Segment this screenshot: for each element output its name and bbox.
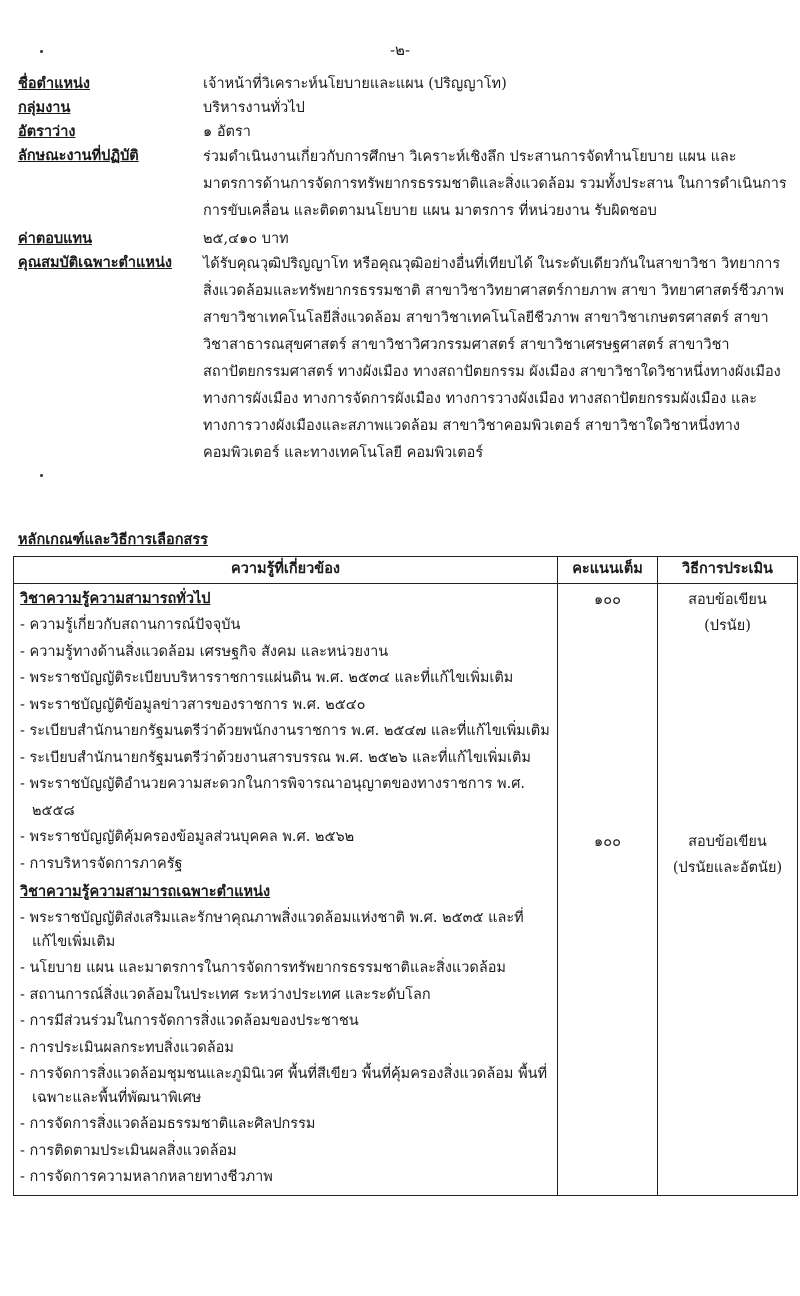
field-value: ได้รับคุณวุฒิปริญญาโท หรือคุณวุฒิอย่างอื่นที่เทียบได้ ในระดับเดียวกันในสาขาวิชา วิทยาการสิ่งแวดล้อมและทรัพยากรธรรมชาติ สาขาวิชาวิทยาศาสตร์กายภาพ สาขา วิทยาศาสตร์ชีวภาพ สาขาวิชาเทคโนโลยีสิ่งแวดล้อม สาขาวิชาเทคโนโลยีชีวภาพ สาขาวิชาเกษตรศาสตร์ สาขาวิชาสาธารณสุขศาสตร์ สาขาวิชาวิศวกรรมศาสตร์ สาขาวิชาเศรษฐศาสตร์ สาขาวิชาสถาปัตยกรรมศาสตร์ ทางผังเมือง ทางสถาปัตยกรรม ผังเมือง สาขาวิชาใดวิชาหนึ่งทางผังเมือง ทางการผังเมือง ทางการจัดการผังเมือง ทางการวางผังเมือง ทางสถาปัตยกรรมผังเมือง และทางการวางผังเมืองและสภาพแวดล้อม สาขาวิชาคอมพิวเตอร์ สาขาวิชาใดวิชาหนึ่งทางคอมพิวเตอร์ และทางเทคโนโลยี คอมพิวเตอร์ [203,256,784,461]
list-item: - ระเบียบสำนักนายกรัฐมนตรีว่าด้วยงานสารบรรณ พ.ศ. ๒๕๒๖ และที่แก้ไขเพิ่มเติม [20,749,531,766]
method-text: สอบข้อเขียน [688,834,767,850]
duties-row [18,144,788,225]
field-label: กลุ่มงาน [18,99,71,116]
work-group-row [18,96,788,120]
section-title: หลักเกณฑ์และวิธีการเลือกสรร [18,531,208,548]
list-item: - ความรู้เกี่ยวกับสถานการณ์ปัจจุบัน [20,617,241,633]
method-text: (ปรนัย) [704,618,751,634]
header-knowledge: ความรู้ที่เกี่ยวข้อง [14,557,558,584]
field-value: ๒๕,๔๑๐ บาท [203,231,289,247]
list-item: - การจัดการสิ่งแวดล้อมชุมชนและภูมินิเวศ พื้นที่สีเขียว พื้นที่คุ้มครองสิ่งแวดล้อม พื้นที่เฉพาะและพื้นที่พัฒนาพิเศษ [20,1066,548,1106]
field-value: เจ้าหน้าที่วิเคราะห์นโยบายและแผน (ปริญญาโท) [203,76,507,92]
field-label: ชื่อตำแหน่ง [18,75,91,92]
table-row [14,584,798,1196]
method-text: (ปรนัยและอัตนัย) [672,860,783,876]
field-label: ลักษณะงานที่ปฏิบัติ [18,147,139,164]
list-item: - พระราชบัญญัติอำนวยความสะดวกในการพิจารณาอนุญาตของทางราชการ พ.ศ. ๒๕๕๘ [20,776,526,819]
field-value: ร่วมดำเนินงานเกี่ยวกับการศึกษา วิเคราะห์เชิงลึก ประสานการจัดทำนโยบาย แผน และมาตรการด้านการจัดการทรัพยากรธรรมชาติและสิ่งแวดล้อม รวมทั้งประสาน ในการดำเนินการการขับเคลื่อน และติดตามนโยบาย แผน มาตรการ ที่หน่วยงาน รับผิดชอบ [203,149,787,219]
method-text: สอบข้อเขียน [688,592,767,608]
subject-block [20,879,551,1191]
list-item: - การจัดการสิ่งแวดล้อมธรรมชาติและศิลปกรรม [20,1116,316,1132]
field-value: ๑ อัตรา [203,124,251,140]
spacer [659,639,796,829]
list-item: - พระราชบัญญัติส่งเสริมและรักษาคุณภาพสิ่งแวดล้อมแห่งชาติ พ.ศ. ๒๕๓๕ และที่แก้ไขเพิ่มเติม [20,910,524,950]
score-value: ๑๐๐ [594,834,621,850]
list-item: - พระราชบัญญัติระเบียบบริหารราชการแผ่นดิน พ.ศ. ๒๕๓๔ และที่แก้ไขเพิ่มเติม [20,670,514,686]
position-title-row [18,72,788,96]
list-item: - การติดตามประเมินผลสิ่งแวดล้อม [20,1142,237,1159]
score-cell [558,584,658,1196]
header-score: คะแนนเต็ม [558,557,658,584]
page-number: -๒- [389,41,411,59]
field-value: บริหารงานทั่วไป [203,100,305,116]
list-item: - การบริหารจัดการภาครัฐ [20,855,183,872]
table-header-row [14,557,798,584]
field-label: อัตราว่าง [18,123,76,140]
subject-block [20,586,551,877]
subject-title: วิชาความรู้ความสามารถเฉพาะตำแหน่ง [20,883,271,900]
header-method: วิธีการประเมิน [658,557,798,584]
list-item: - พระราชบัญญัติคุ้มครองข้อมูลส่วนบุคคล พ.ศ. ๒๕๖๒ [20,829,355,845]
list-item: - นโยบาย แผน และมาตรการในการจัดการทรัพยากรธรรมชาติและสิ่งแวดล้อม [20,960,506,976]
list-item: - การจัดการความหลากหลายทางชีวภาพ [20,1169,273,1185]
selection-criteria-table [13,556,798,1196]
field-label: คุณสมบัติเฉพาะตำแหน่ง [18,254,172,271]
qualifications-row [18,251,788,467]
field-label: ค่าตอบแทน [18,230,92,247]
subject-cell [14,584,558,1196]
subject-title: วิชาความรู้ความสามารถทั่วไป [20,590,211,607]
list-item: - ระเบียบสำนักนายกรัฐมนตรีว่าด้วยพนักงานราชการ พ.ศ. ๒๕๔๗ และที่แก้ไขเพิ่มเติม [20,723,550,739]
position-info [18,72,788,467]
list-item: - การประเมินผลกระทบสิ่งแวดล้อม [20,1039,234,1056]
vacancy-row [18,120,788,144]
list-item: - พระราชบัญญัติข้อมูลข่าวสารของราชการ พ.ศ. ๒๕๔๐ [20,696,366,713]
list-item: - ความรู้ทางด้านสิ่งแวดล้อม เศรษฐกิจ สังคม และหน่วยงาน [20,643,389,660]
scan-speck [40,474,43,477]
list-item: - การมีส่วนร่วมในการจัดการสิ่งแวดล้อมของประชาชน [20,1013,359,1029]
method-cell [658,584,798,1196]
scan-speck [40,50,43,53]
salary-row [18,227,788,251]
spacer [559,613,656,829]
score-value: ๑๐๐ [594,592,621,608]
list-item: - สถานการณ์สิ่งแวดล้อมในประเทศ ระหว่างประเทศ และระดับโลก [20,986,431,1003]
